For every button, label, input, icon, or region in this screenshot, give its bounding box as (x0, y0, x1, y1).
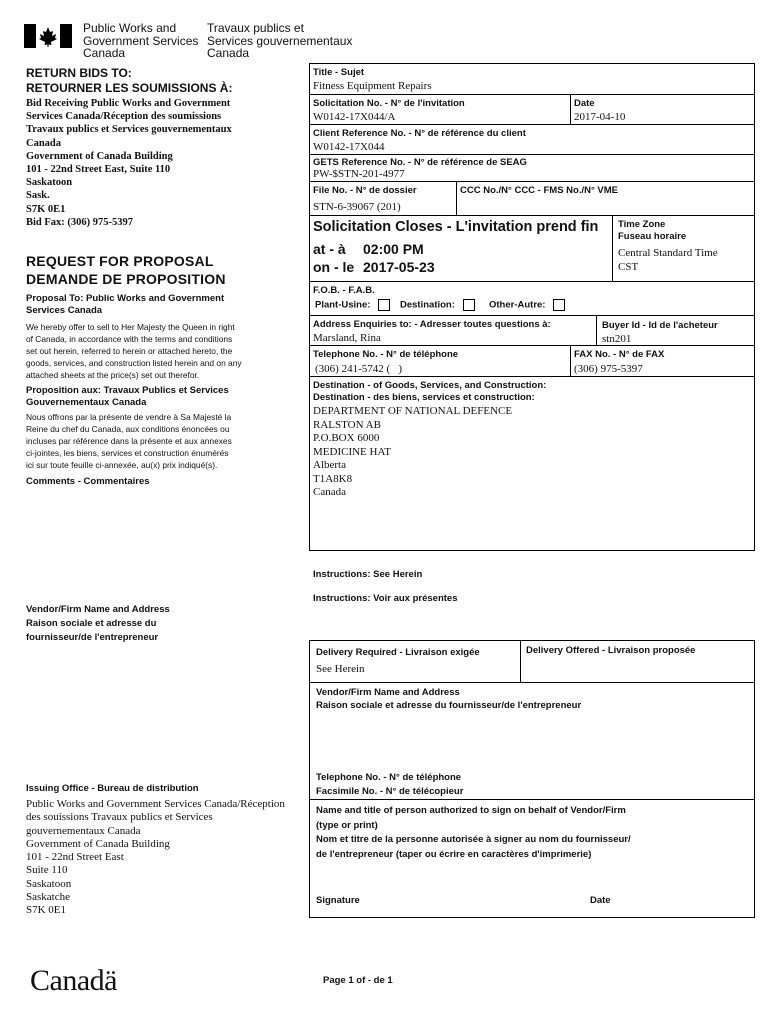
ccc-number-label: CCC No./N° CCC - FMS No./N° VME (460, 185, 619, 196)
issuing-office-label: Issuing Office - Bureau de distribution (26, 783, 199, 794)
plant-usine-label: Plant-Usine: (315, 299, 371, 311)
destination-goods-value: DEPARTMENT OF NATIONAL DEFENCE RALSTON AB P.O.BOX 6000 MEDICINE HAT Alberta T1A8K8 Canada (313, 405, 513, 498)
proposal-to-body: We hereby offer to sell to Her Majesty the Queen in right of Canada, in accordance with the terms and conditions set out herein, referred to herein or attached hereto, the goods, services, and construction listed herein and on any attached sheets at the price(s) set out therefor. (26, 322, 242, 380)
address-enquiries-value: Marsland, Rina (313, 332, 381, 344)
destination-label: Destination: (400, 299, 455, 311)
title-value: Fitness Equipment Repairs (313, 80, 432, 92)
gets-reference-value: PW-$STN-201-4977 (313, 168, 405, 180)
delivery-offered-label: Delivery Offered - Livraison proposée (526, 645, 696, 656)
destination-goods-label: Destination - of Goods, Services, and Construction: Destination - des biens, services et construction: (313, 380, 547, 403)
signature-label: Signature (316, 895, 360, 906)
return-bids-address: Bid Receiving Public Works and Government Services Canada/Réception des soumissions Travaux publics et Services gouvernementaux Canada Government of Canada Building 101 - 22nd Street East, Suite 110 Saskatoon Sask. S7K 0E1 Bid Fax: (306) 975-5397 (26, 98, 232, 228)
buyer-id-value: stn201 (602, 333, 632, 345)
solicitation-number-value: W0142-17X044/A (313, 111, 396, 123)
canada-wordmark: Canadä (30, 964, 117, 997)
file-number-label: File No. - N° de dossier (313, 185, 417, 196)
instructions-en: Instructions: See Herein (313, 569, 423, 580)
solicitation-number-label: Solicitation No. - N° de l'invitation (313, 98, 465, 109)
telephone-label: Telephone No. - N° de téléphone (313, 349, 459, 360)
date-label: Date (574, 98, 595, 109)
rfp-title-fr: DEMANDE DE PROPOSITION (26, 271, 226, 287)
gets-reference-label: GETS Reference No. - N° de référence de SEAG (313, 157, 527, 168)
other-autre-label: Other-Autre: (489, 299, 546, 311)
client-reference-value: W0142-17X044 (313, 141, 385, 153)
closes-time-value: 02:00 PM (363, 241, 424, 257)
date-value: 2017-04-10 (574, 111, 626, 123)
telephone-value: (306) 241-5742 ( ) (315, 363, 403, 375)
destination-option (400, 299, 475, 311)
closes-date-value: 2017-05-23 (363, 259, 435, 275)
other-autre-option (489, 299, 565, 311)
proposition-aux-heading: Proposition aux: Travaux Publics et Services Gouvernementaux Canada (26, 385, 229, 408)
fob-label: F.O.B. - F.A.B. (313, 285, 375, 296)
authorized-person-label: Name and title of person authorized to sign on behalf of Vendor/Firm (type or print) Nom et titre de la personne autorisée à signer au nom du fournisseur/ de l'entrepreneur (taper ou écrire en caractères d'imprimerie) (316, 805, 631, 860)
department-name-en: Public Works and Government Services Canada (83, 21, 199, 60)
title-label: Title - Sujet (313, 67, 365, 78)
vendor-tel-fax-label: Telephone No. - N° de téléphone Facsimile No. - N° de télécopieur (316, 772, 464, 797)
solicitation-closes-label: Solicitation Closes - L'invitation prend fin (313, 219, 599, 235)
return-bids-title-fr: RETOURNER LES SOUMISSIONS À: (26, 81, 233, 95)
time-zone-value: Central Standard Time CST (618, 247, 718, 273)
vendor-name-address-label: Vendor/Firm Name and Address Raison sociale et adresse du fournisseur/de l'entrepreneur (26, 604, 170, 643)
comments-label: Comments - Commentaires (26, 476, 150, 487)
address-enquiries-label: Address Enquiries to: - Adresser toutes questions à: (313, 319, 551, 330)
closes-on-label: on - le (313, 259, 355, 275)
instructions-fr: Instructions: Voir aux présentes (313, 593, 458, 604)
buyer-id-label: Buyer Id - Id de l'acheteur (602, 320, 718, 331)
delivery-required-value: See Herein (316, 663, 365, 675)
fax-label: FAX No. - N° de FAX (574, 349, 665, 360)
plant-usine-option (315, 299, 390, 311)
plant-usine-checkbox[interactable] (378, 299, 390, 311)
delivery-required-label: Delivery Required - Livraison exigée (316, 647, 480, 658)
signature-date-label: Date (590, 895, 611, 906)
vendor-form-name-label: Vendor/Firm Name and Address Raison sociale et adresse du fournisseur/de l'entrepreneur (316, 687, 582, 711)
closes-at-label: at - à (313, 241, 346, 257)
other-autre-checkbox[interactable] (553, 299, 565, 311)
canada-flag-logo (24, 24, 72, 48)
destination-checkbox[interactable] (463, 299, 475, 311)
department-name-fr: Travaux publics et Services gouvernementaux Canada (207, 21, 353, 60)
issuing-office-address: Public Works and Government Services Canada/Réception des souissions Travaux publics et Services gouvernementaux Canada Government of Canada Building 101 - 22nd Street East Suite 110 Saskatoon Saskatche S7K 0E1 (26, 798, 285, 917)
rfp-title-en: REQUEST FOR PROPOSAL (26, 253, 214, 269)
fax-value: (306) 975-5397 (574, 363, 643, 375)
file-number-value: STN-6-39067 (201) (313, 201, 401, 213)
time-zone-label: Time Zone Fuseau horaire (618, 219, 687, 242)
proposition-aux-body: Nous offrons par la présente de vendre à Sa Majesté la Reine du chef du Canada, aux conditions énoncées ou incluses par référence dans la présente et aux annexes ci-jointes, les biens, services et construction énumérés ici sur toute feuille ci-annexée, au(x) prix indiqué(s). (26, 412, 232, 470)
page-number: Page 1 of - de 1 (323, 975, 393, 986)
proposal-to-heading: Proposal To: Public Works and Government Services Canada (26, 293, 225, 316)
client-reference-label: Client Reference No. - N° de référence du client (313, 128, 526, 139)
return-bids-title-en: RETURN BIDS TO: (26, 66, 132, 80)
